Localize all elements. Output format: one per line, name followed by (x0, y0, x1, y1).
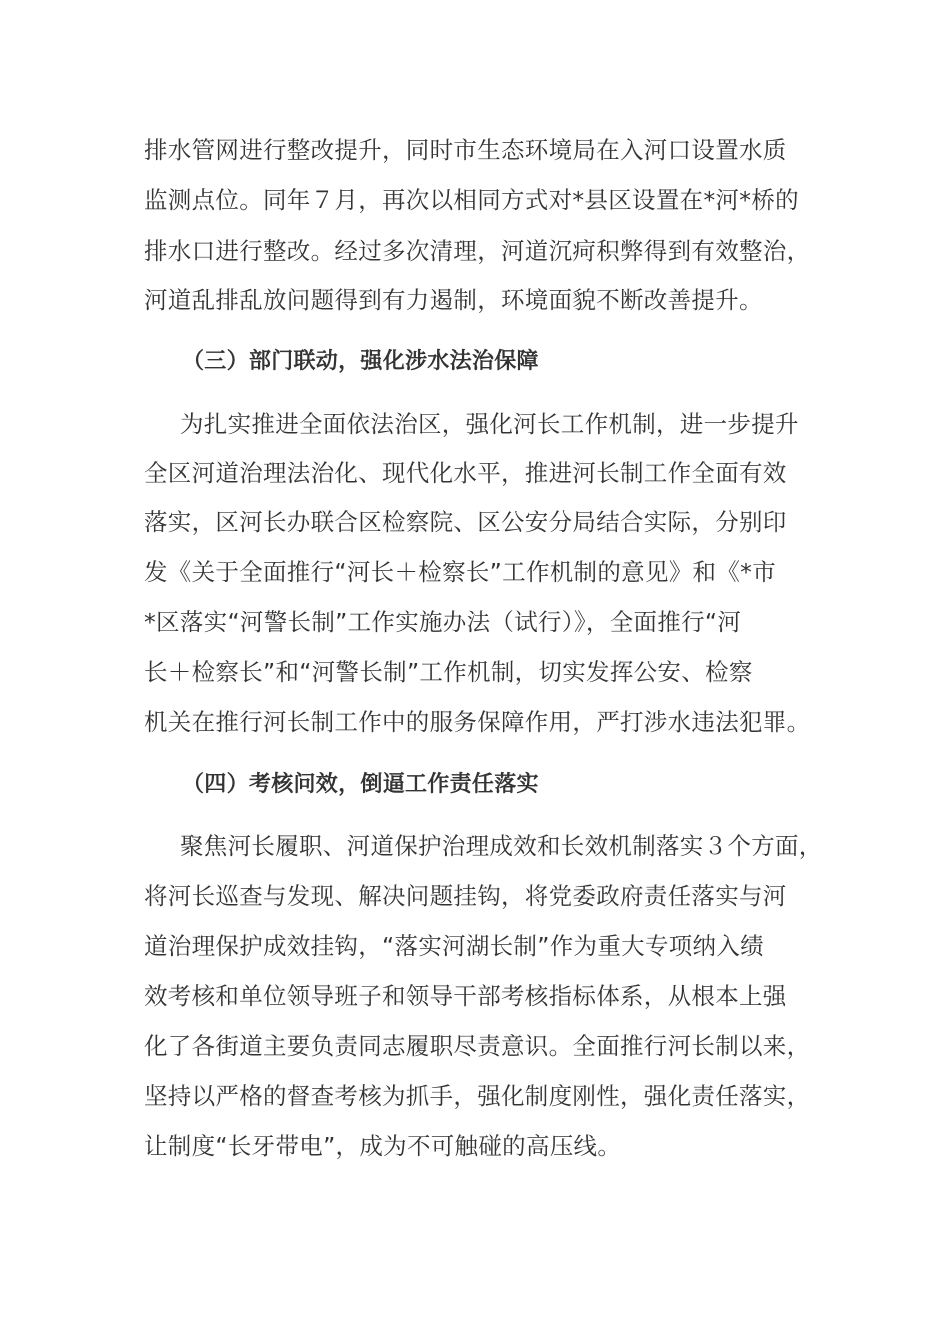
paragraph-line: 监测点位。同年７月，再次以相同方式对*县区设置在*河*桥的 (144, 186, 799, 214)
paragraph-line: 让制度“长牙带电”，成为不可触碰的高压线。 (144, 1132, 622, 1160)
paragraph-line: 落实，区河长办联合区检察院、区公安分局结合实际，分别印 (144, 508, 787, 536)
paragraph-line: *区落实“河警长制”工作实施办法（试行）》，全面推行“河 (144, 608, 742, 636)
paragraph-line: 排水管网进行整改提升，同时市生态环境局在入河口设置水质 (144, 136, 787, 164)
paragraph-line: 道治理保护成效挂钩，“落实河湖长制”作为重大专项纳入绩 (144, 932, 764, 960)
paragraph-line: 长＋检察长”和“河警长制”工作机制，切实发挥公安、检察 (144, 658, 753, 686)
paragraph-line: 化了各街道主要负责同志履职尽责意识。全面推行河长制以来， (144, 1032, 811, 1060)
paragraph-line: 排水口进行整改。经过多次清理，河道沉疴积弊得到有效整治， (144, 237, 811, 265)
paragraph-line: 坚持以严格的督查考核为抓手，强化制度刚性，强化责任落实， (144, 1082, 811, 1110)
paragraph-line: 全区河道治理法治化、现代化水平，推进河长制工作全面有效 (144, 459, 787, 487)
paragraph-line: 发《关于全面推行“河长＋检察长”工作机制的意见》和《*市 (144, 558, 776, 586)
section-heading: （四）考核问效，倒逼工作责任落实 (182, 772, 539, 797)
paragraph-line: 将河长巡查与发现、解决问题挂钩，将党委政府责任落实与河 (144, 882, 787, 910)
paragraph-line: 为扎实推进全面依法治区，强化河长工作机制，进一步提升 (180, 410, 799, 438)
paragraph-line: 机关在推行河长制工作中的服务保障作用，严打涉水违法犯罪。 (144, 708, 811, 736)
paragraph-line: 效考核和单位领导班子和领导干部考核指标体系，从根本上强 (144, 982, 787, 1010)
section-heading: （三）部门联动，强化涉水法治保障 (182, 349, 539, 374)
paragraph-line: 河道乱排乱放问题得到有力遏制，环境面貌不断改善提升。 (144, 286, 763, 314)
paragraph-line: 聚焦河长履职、河道保护治理成效和长效机制落实３个方面， (180, 832, 823, 860)
